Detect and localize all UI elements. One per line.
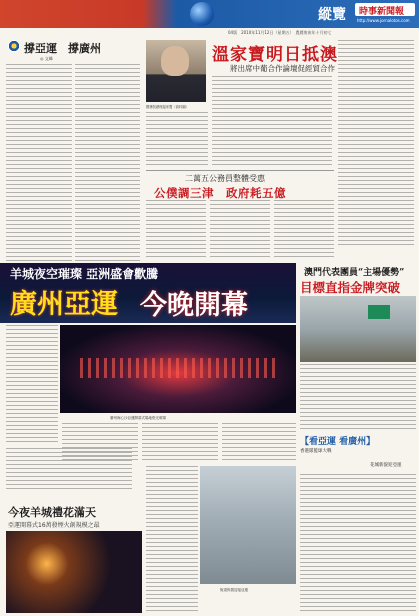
banner-text-left [6,325,58,445]
asian-games-logo-icon [8,40,20,52]
byline: ◎ 文峰 [40,56,53,61]
middle-intro-text [146,112,208,168]
photo-caption: 國務院總理溫家寶（資料圖） [146,105,189,109]
right-column-text [338,40,414,246]
lower-text-2 [142,423,218,463]
section-item-2: 花城新貌迎亞運 [370,463,402,468]
stadium-lights [80,358,280,378]
section-title: 【看亞運 看廣州】 [300,437,376,447]
lower-text-3 [222,423,296,463]
middle-divider [146,170,334,171]
middle-text-3 [274,200,334,260]
issue-info: 04版 2010年11月12日（星期五） 農曆庚寅年十月初七 [228,30,332,35]
banner-kicker: 羊城夜空璀璨 亞洲盛會歡騰 [10,267,159,281]
middle-text-1 [146,200,206,260]
masthead: 時事新聞報 [359,7,405,17]
section-label: 縱覽 [318,7,346,23]
middle-kicker: 二萬五公務員整體受惠 [185,174,265,183]
macau-headline: 目標直指金牌突破 [300,280,401,295]
middle-headline: 公僕調三津 政府耗五億 [154,186,286,200]
macau-text [300,364,416,430]
macau-kicker: 澳門代表團員“主場優勢” [304,268,405,278]
top-story-text [212,76,332,168]
column-text-1 [6,64,72,264]
bottom-headline: 今夜羊城禮花滿天 [8,506,96,519]
premier-face [161,46,189,76]
street-caption: 街道佈置迎接亞運 [220,588,248,592]
street-photo [200,466,296,584]
section-item-1: 香港隊籃球大戰 [300,449,332,454]
fireworks-photo [6,531,142,613]
flag-icon [368,305,390,319]
banner-headline-2: 今晚開幕 [140,290,248,321]
stadium-caption: 廣州海心沙亞運開幕式場地燈光璀璨 [110,416,166,420]
top-subheadline: 將出席中葡合作論壇促經貿合作 [230,64,335,73]
bottom-subheadline: 亞運開幕式16萬發煙火創規模之最 [8,522,100,529]
bottom-middle-text [146,466,198,614]
section-text [300,474,416,614]
banner-headline-1: 廣州亞運 [10,289,118,320]
column-text-2 [75,64,140,264]
site-url[interactable]: http://www.jornalotos.com [357,18,410,23]
macau-photo [300,296,416,362]
left-bottom-text [6,448,132,490]
column-title: 撐亞運 撐廣州 [24,42,101,55]
top-headline: 溫家寶明日抵澳 [212,45,338,65]
globe-logo-icon [190,2,214,26]
middle-text-2 [210,200,270,260]
